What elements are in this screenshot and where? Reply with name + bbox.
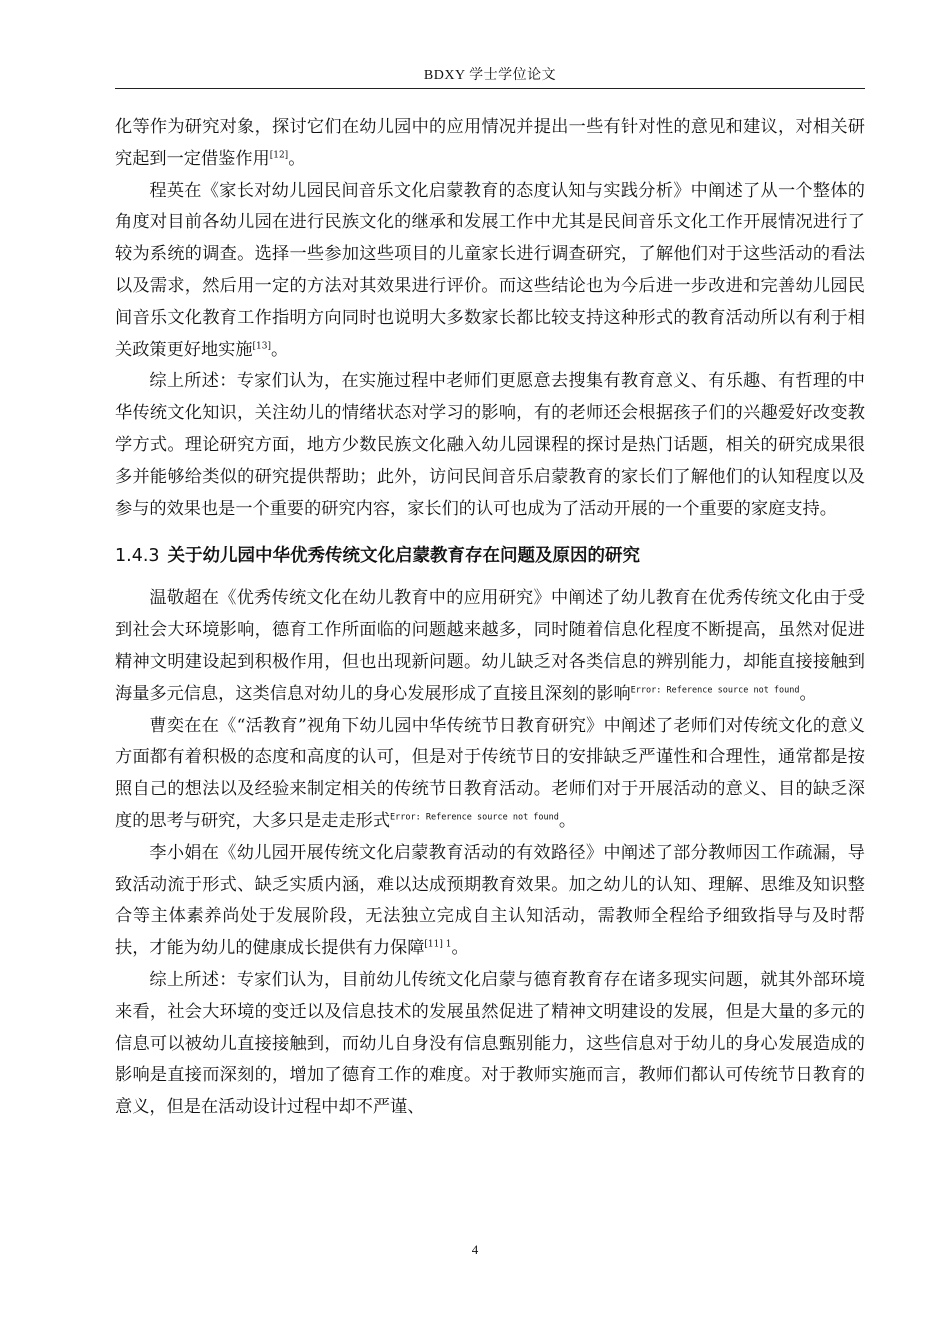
- section-heading: [115, 539, 865, 573]
- paragraph-summary-2: 综上所述：专家们认为，目前幼儿传统文化启蒙与德育教育存在诸多现实问题，就其外部环境来看，社会大环境的变迁以及信息技术的发展虽然促进了精神文明建设的发展，但是大量的多元的信息可以被幼儿直接接触到，而幼儿自身没有信息甄别能力，这些信息对于幼儿的身心发展造成的影响是直接而深刻的，增加了德育工作的难度。对于教师实施而言，教师们都认可传统节日教育的意义，但是在活动设计过程中却不严谨、: [115, 969, 865, 1118]
- body-text: [115, 112, 865, 1124]
- section-number: 1.4.3: [115, 546, 160, 567]
- citation: [11] 1: [424, 939, 452, 950]
- section-title: 关于幼儿园中华优秀传统文化启蒙教育存在问题及原因的研究: [167, 546, 641, 567]
- paragraph-wen-jingchao: 温敬超在《优秀传统文化在幼儿教育中的应用研究》中阐述了幼儿教育在优秀传统文化由于受到社会大环境影响，德育工作所面临的问题越来越多，同时随着信息化程度不断提高，虽然对促进精神文明建设起到积极作用，但也出现新问题。幼儿缺乏对各类信息的辨别能力，却能直接接触到海量多元信息，这类信息对幼儿的身心发展形成了直接且深刻的影响$^{Error: Reference source not found}$。: [115, 588, 865, 704]
- header-rule: [115, 88, 865, 89]
- paragraph-cheng-ying: 程英在《家长对幼儿园民间音乐文化启蒙教育的态度认知与实践分析》中阐述了从一个整体的角度对目前各幼儿园在进行民族文化的继承和发展工作中尤其是民间音乐文化工作开展情况进行了较为系统的调查。选择一些参加这些项目的儿童家长进行调查研究，了解他们对于这些活动的看法以及需求，然后用一定的方法对其效果进行评价。而这些结论也为今后进一步改进和完善幼儿园民间音乐文化教育工作指明方向同时也说明大多数家长都比较支持这种形式的教育活动所以有利于相关政策更好地实施[13]。: [115, 180, 865, 360]
- citation: [13]: [252, 340, 271, 351]
- page-number: 4: [471, 1242, 479, 1257]
- citation-error: Error: Reference source not found: [390, 812, 559, 823]
- citation: [12]: [269, 150, 289, 161]
- paragraph-cao-yi: 曹奕在在《“活教育”视角下幼儿园中华传统节日教育研究》中阐述了老师们对传统文化的意义方面都有着积极的态度和高度的认可，但是对于传统节日的安排缺乏严谨性和合理性，通常都是按照自己的想法以及经验来制定相关的传统节日教育活动。老师们对于开展活动的意义、目的缺乏深度的思考与研究，大多只是走走形式$^{Error: Reference source not found}$。: [115, 715, 865, 831]
- citation-error: Error: Reference source not found: [630, 685, 800, 696]
- paragraph-li-xiaojuan: 李小娟在《幼儿园开展传统文化启蒙教育活动的有效路径》中阐述了部分教师因工作疏漏，导致活动流于形式、缺乏实质内涵，难以达成预期教育效果。加之幼儿的认知、理解、思维及知识整合等主体素养尚处于发展阶段，无法独立完成自主认知活动，需教师全程给予细致指导与及时帮扶，才能为幼儿的健康成长提供有力保障$^{[11] 1}$。: [115, 842, 865, 959]
- paragraph-continuation: 化等作为研究对象，探讨它们在幼儿园中的应用情况并提出一些有针对性的意见和建议，对相关研究起到一定借鉴作用[12]。: [115, 117, 865, 169]
- paragraph-summary-1: 综上所述：专家们认为，在实施过程中老师们更愿意去搜集有教育意义、有乐趣、有哲理的中华传统文化知识，关注幼儿的情绪状态对学习的影响，有的老师还会根据孩子们的兴趣爱好改变教学方式。理论研究方面，地方少数民族文化融入幼儿园课程的探讨是热门话题，相关的研究成果很多并能够给类似的研究提供帮助；此外，访问民间音乐启蒙教育的家长们了解他们的认知程度以及参与的效果也是一个重要的研究内容，家长们的认可也成为了活动开展的一个重要的家庭支持。: [115, 371, 865, 519]
- running-header: BDXY 学士学位论文: [423, 68, 557, 83]
